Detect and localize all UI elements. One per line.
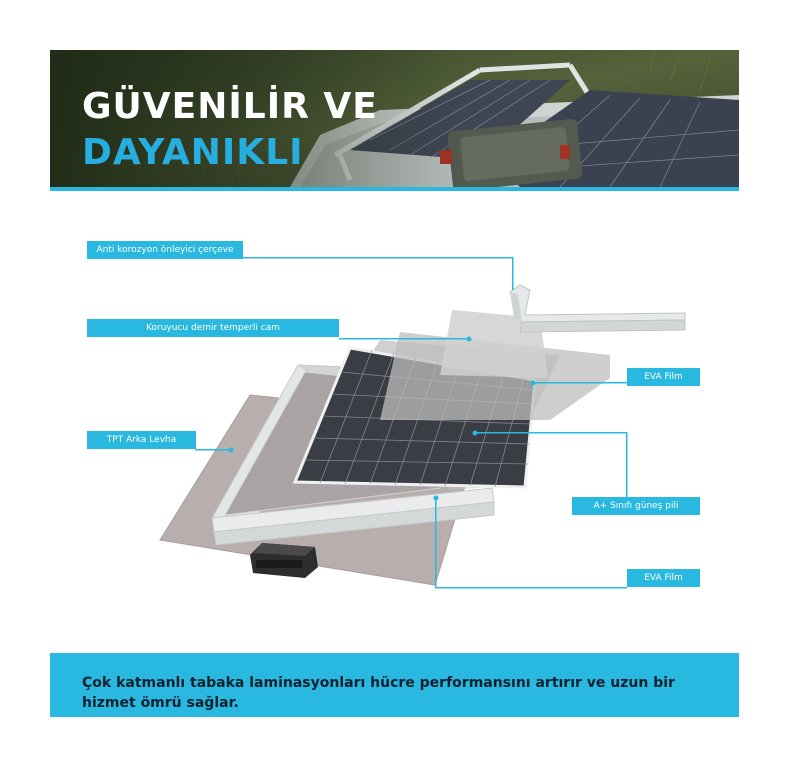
callout-line-cell-v bbox=[626, 432, 628, 497]
callout-line-frame bbox=[243, 257, 513, 259]
label-frame: Anti korozyon önleyici çerçeve bbox=[87, 241, 243, 259]
callout-dot-backsheet bbox=[229, 448, 234, 453]
callout-line-eva-top bbox=[533, 382, 628, 384]
callout-line-eva-bottom-v bbox=[435, 497, 437, 588]
callout-line-frame-v bbox=[512, 257, 514, 290]
footer-text: Çok katmanlı tabaka laminasyonları hücre performansını artırır ve uzun bir hizmet ömrü sağlar. bbox=[82, 675, 675, 711]
callout-line-glass bbox=[339, 338, 469, 340]
footer-banner bbox=[50, 653, 739, 717]
hero-title-line1: GÜVENİLİR VE bbox=[82, 86, 378, 127]
hero-title-line2: DAYANIKLI bbox=[82, 132, 304, 173]
junction-box-icon bbox=[250, 543, 318, 578]
label-glass: Koruyucu demir temperli cam bbox=[87, 319, 339, 337]
callout-line-backsheet bbox=[195, 449, 230, 451]
callout-dot-eva-bottom bbox=[434, 496, 439, 501]
callout-dot-eva-top bbox=[531, 381, 536, 386]
callout-dot-cell bbox=[473, 431, 478, 436]
label-backsheet: TPT Arka Levha bbox=[87, 431, 196, 449]
callout-line-cell-h bbox=[475, 432, 627, 434]
label-cell: A+ Sınıfı güneş pili bbox=[572, 497, 700, 515]
label-eva-top: EVA Film bbox=[627, 368, 700, 386]
callout-dot-glass bbox=[467, 337, 472, 342]
callout-line-eva-bottom-h bbox=[435, 587, 627, 589]
label-eva-bottom: EVA Film bbox=[627, 569, 700, 587]
frame-top-piece bbox=[510, 285, 685, 332]
